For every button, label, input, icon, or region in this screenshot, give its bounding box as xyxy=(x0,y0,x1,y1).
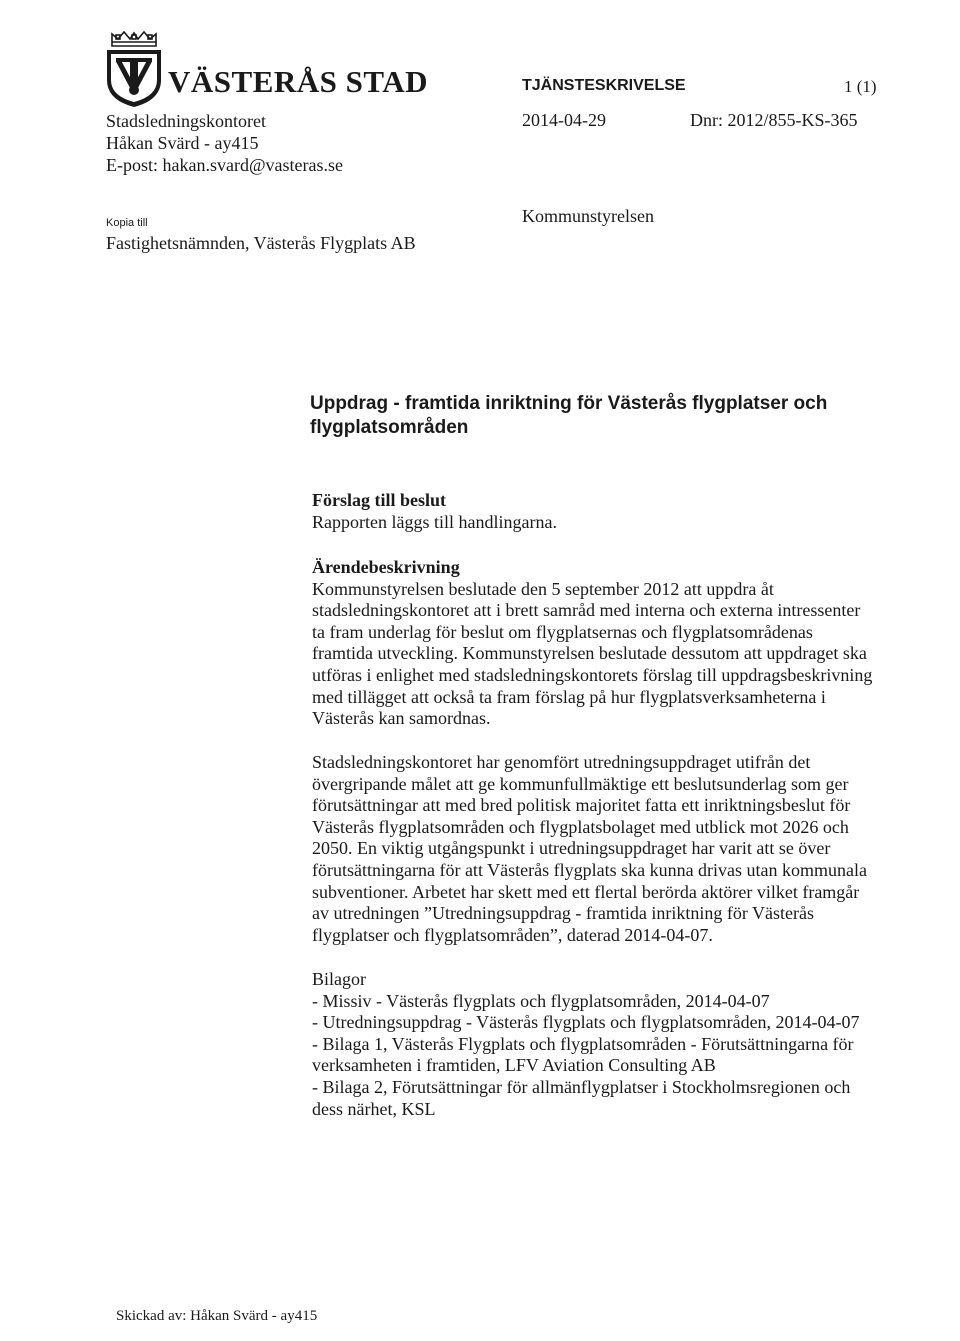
attachment-item: - Missiv - Västerås flygplats och flygplatsområden, 2014-04-07 xyxy=(312,990,770,1011)
text-line: subventioner. Arbetet har skett med ett flertal berörda aktörer vilket framgår xyxy=(312,881,860,902)
text-line: stadsledningskontoret att i brett samråd med interna och externa intressenter xyxy=(312,600,861,621)
text-line: ta fram underlag för beslut om flygplatsernas och flygplatsområdenas xyxy=(312,621,813,642)
text-line: med tillägget att också ta fram förslag på hur flygplatsverksamheterna i xyxy=(312,686,826,707)
text-line: framtida utveckling. Kommunstyrelsen beslutade dessutom att uppdraget ska xyxy=(312,643,867,664)
sender-office: Stadsledningskontoret xyxy=(106,111,266,131)
attachment-item: - Bilaga 2, Förutsättningar för allmänflygplatser i Stockholmsregionen och xyxy=(312,1076,851,1097)
text-line: förutsättningar att med bred politisk majoritet fatta ett inriktningsbeslut för xyxy=(312,795,851,816)
document-type: TJÄNSTESKRIVELSE xyxy=(522,77,686,94)
text-line: av utredningen ”Utredningsuppdrag - framtida inriktning för Västerås xyxy=(312,903,815,924)
diary-number: Dnr: 2012/855-KS-365 xyxy=(690,110,858,130)
attachments-heading: Bilagor xyxy=(312,969,366,989)
proposal-text: Rapporten läggs till handlingarna. xyxy=(312,511,557,532)
description-paragraph-1 xyxy=(312,579,912,730)
document-date: 2014-04-29 xyxy=(522,110,606,130)
city-name: VÄSTERÅS STAD xyxy=(168,64,429,99)
proposal-heading: Förslag till beslut xyxy=(312,490,446,510)
page-number: 1 (1) xyxy=(844,77,877,96)
text-line: flygplatser och flygplatsområden”, daterad 2014-04-07. xyxy=(312,924,713,945)
sender-name: Håkan Svärd - ay415 xyxy=(106,133,259,153)
description-paragraph-2 xyxy=(312,752,912,946)
text-line: Västerås flygplatsområden och flygplatsbolaget med utblick mot 2026 och xyxy=(312,816,849,837)
recipient: Kommunstyrelsen xyxy=(522,206,654,226)
attachments-section xyxy=(312,969,912,1120)
text-line: Stadsledningskontoret har genomfört utredningsuppdraget utifrån det xyxy=(312,752,811,772)
proposal-section xyxy=(312,490,912,533)
attachment-item: dess närhet, KSL xyxy=(312,1098,436,1119)
text-line: utföras i enlighet med stadsledningskontorets förslag till uppdragsbeskrivning xyxy=(312,664,873,685)
sender-block xyxy=(106,110,343,176)
attachment-item: - Bilaga 1, Västerås Flygplats och flygplatsområden - Förutsättningarna för xyxy=(312,1033,854,1054)
text-line: Kommunstyrelsen beslutade den 5 september 2012 att uppdra åt xyxy=(312,578,774,599)
attachment-item: verksamheten i framtiden, LFV Aviation Consulting AB xyxy=(312,1055,716,1076)
attachment-item: - Utredningsuppdrag - Västerås flygplats och flygplatsområden, 2014-04-07 xyxy=(312,1012,860,1033)
footer-sent-by: Skickad av: Håkan Svärd - ay415 xyxy=(116,1308,318,1324)
text-line: övergripande målet att ge kommunfullmäktige ett beslutsunderlag som ger xyxy=(312,773,849,794)
city-coat-of-arms-logo xyxy=(104,30,164,108)
text-line: Västerås kan samordnas. xyxy=(312,708,491,729)
text-line: 2050. En viktig utgångspunkt i utredningsuppdraget har varit att se över xyxy=(312,838,831,859)
document-title: Uppdrag - framtida inriktning för Västerås flygplatser och flygplatsområden xyxy=(310,393,828,438)
description-heading: Ärendebeskrivning xyxy=(312,557,460,577)
sender-email: E-post: hakan.svard@vasteras.se xyxy=(106,155,344,175)
copy-label: Kopia till xyxy=(106,217,148,229)
description-section xyxy=(312,557,912,730)
text-line: förutsättningarna för att Västerås flygplats ska kunna drivas utan kommunala xyxy=(312,859,868,880)
copy-recipients: Fastighetsnämnden, Västerås Flygplats AB xyxy=(106,233,416,253)
